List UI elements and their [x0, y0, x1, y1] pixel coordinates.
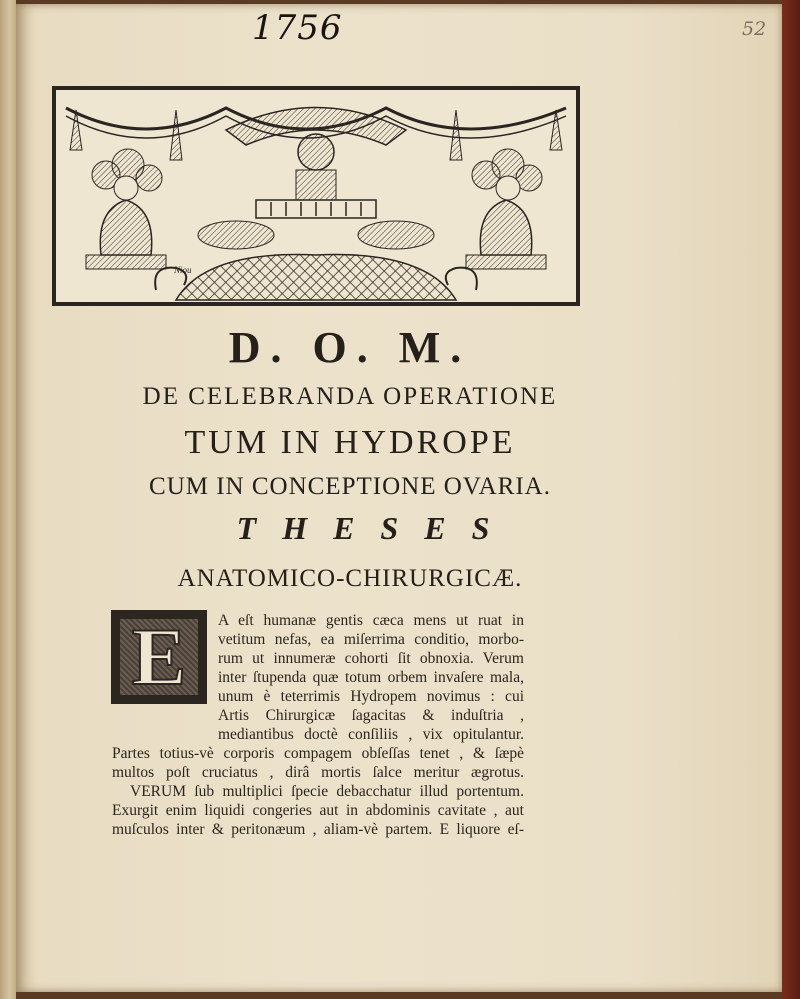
ornamental-dropcap — [111, 610, 207, 704]
body-line: A eſt humanæ gentis cæca mens ut ruat in — [218, 612, 524, 629]
title-line-6: ANATOMICO-CHIRURGICÆ. — [177, 565, 523, 592]
body-line: muſculos inter & peritonæum , aliam-vè partem. E liquore eſ- — [112, 821, 524, 838]
title-line-3: TUM IN HYDROPE — [184, 424, 516, 461]
title-theses: THESES — [236, 510, 516, 546]
book-cover-edge — [782, 0, 800, 999]
body-line: vetitum nefas, ea miſerrima conditio, morbo- — [218, 631, 524, 648]
title-line-2: DE CELEBRANDA OPERATIONE — [142, 383, 558, 410]
body-line: inter ſtupenda quæ totum orbem invaſere mala, — [218, 669, 524, 686]
engraver-signature: Niou — [174, 265, 192, 275]
handwritten-folio-number: 52 — [742, 18, 767, 40]
body-line: mediantibus doctè conſiliis , vix opitulantur. — [218, 726, 524, 743]
title-dedication: D. O. M. — [228, 323, 472, 372]
dropcap-letter: E — [131, 611, 187, 702]
body-line: rum ut innumeræ cohorti ſit obnoxia. Verum — [218, 650, 524, 667]
body-line: unum è teterrimis Hydropem novimus : cui — [218, 688, 524, 705]
body-line: Partes totius-vè corporis compagem obſeſſas tenet , & ſæpè — [112, 745, 524, 762]
handwritten-year: 1756 — [252, 8, 343, 48]
body-line: Exurgit enim liquidi congeries aut in abdominis cavitate , aut — [112, 802, 524, 819]
body-line: multos poſt cruciatus , dirâ mortis ſalce meritur ægrotus. — [112, 764, 524, 781]
headpiece-engraving — [56, 90, 576, 302]
book-gutter — [0, 0, 16, 999]
ornamental-headpiece — [52, 86, 580, 306]
body-line: VERUM ſub multiplici ſpecie debacchatur illud portentum. — [130, 783, 524, 800]
body-line: Artis Chirurgicæ ſagacitas & induſtria , — [218, 707, 524, 724]
title-line-4: CUM IN CONCEPTIONE OVARIA. — [149, 473, 551, 500]
